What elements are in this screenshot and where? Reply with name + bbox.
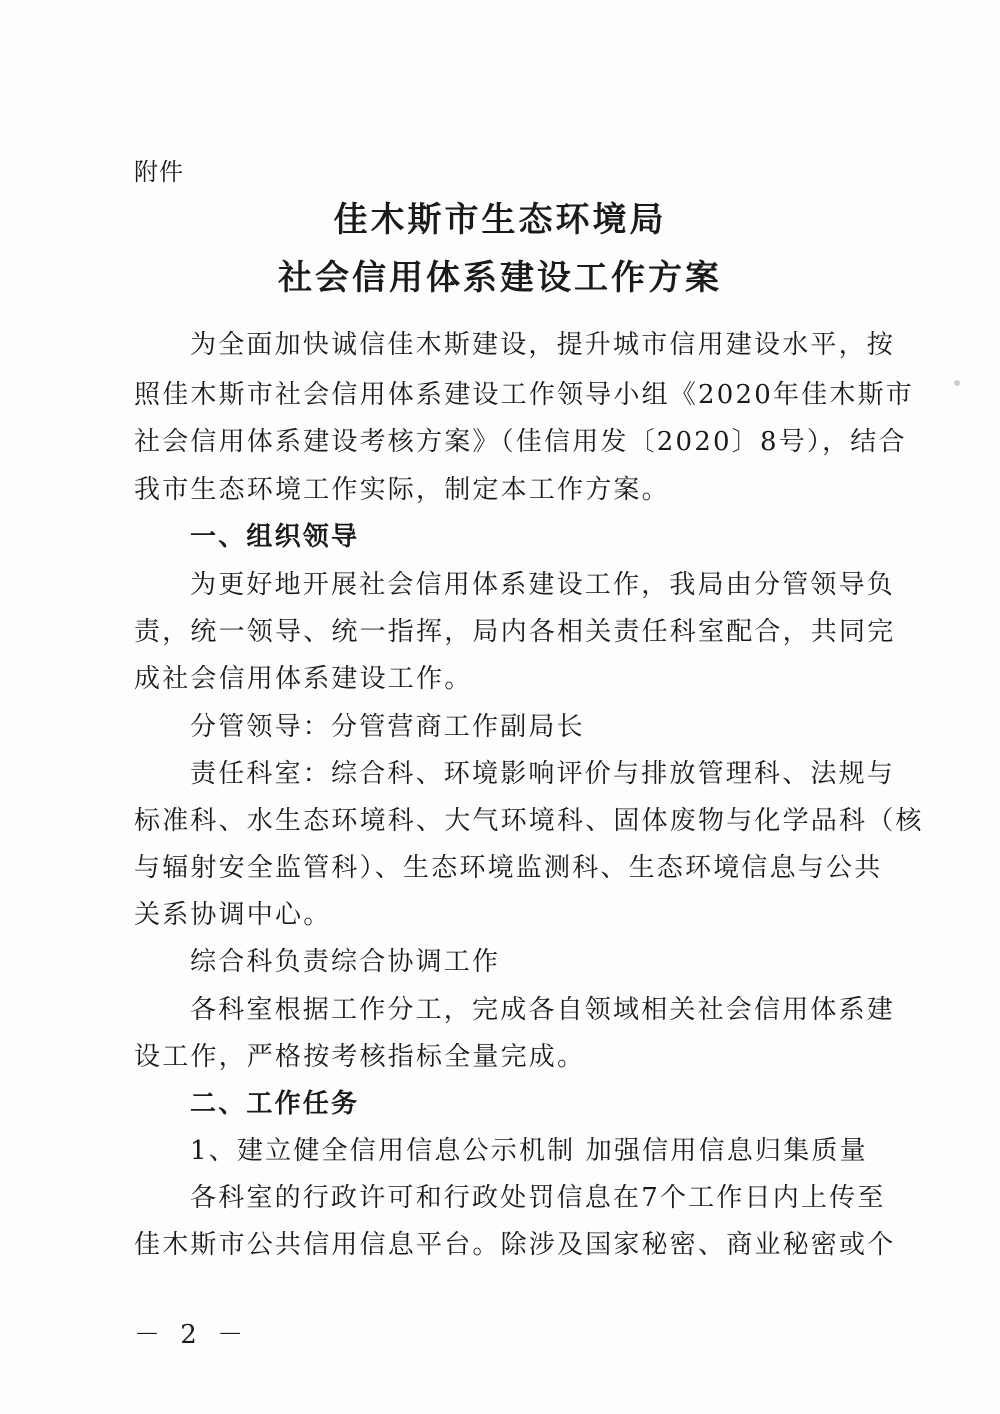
section-heading: 二、工作任务 [190,1089,360,1119]
paragraph-line: 佳木斯市公共信用信息平台。除涉及国家秘密、商业秘密或个 [134,1230,896,1260]
paragraph-line: 照佳木斯市社会信用体系建设工作领导小组《2020年佳木斯市 [134,380,914,410]
paragraph-line: 1、建立健全信用信息公示机制 加强信用信息归集质量 [190,1136,868,1166]
paragraph-line: 设工作，严格按考核指标全量完成。 [134,1042,586,1072]
paragraph-line: 分管领导：分管营商工作副局长 [190,712,585,742]
paragraph-line: 责，统一领导、统一指挥，局内各相关责任科室配合，共同完 [134,617,896,647]
paragraph-line: 成社会信用体系建设工作。 [134,664,473,694]
attachment-label: 附件 [134,158,184,186]
paragraph-line: 综合科负责综合协调工作 [190,947,501,977]
paragraph-line: 各科室的行政许可和行政处罚信息在7个工作日内上传至 [190,1183,886,1213]
paragraph-line: 责任科室：综合科、环境影响评价与排放管理科、法规与 [190,759,896,789]
paragraph-line: 我市生态环境工作实际，制定本工作方案。 [134,475,670,505]
paragraph-line: 为更好地开展社会信用体系建设工作，我局由分管领导负 [190,570,896,600]
scan-speck [954,380,960,386]
paragraph-line: 各科室根据工作分工，完成各自领域相关社会信用体系建 [190,995,896,1025]
section-heading: 一、组织领导 [190,522,360,552]
paragraph-line: 关系协调中心。 [134,900,332,930]
paragraph-line: 社会信用体系建设考核方案》（佳信用发〔2020〕8号），结合 [134,427,907,457]
page-number: － 2 － [134,1320,250,1350]
document-title-line-1: 佳木斯市生态环境局 [333,200,667,240]
paragraph-line: 标准科、水生态环境科、大气环境科、固体废物与化学品科（核 [134,806,924,836]
document-title-line-2: 社会信用体系建设工作方案 [278,258,722,298]
paragraph-line: 与辐射安全监管科）、生态环境监测科、生态环境信息与公共 [134,853,883,883]
paragraph-line: 为全面加快诚信佳木斯建设，提升城市信用建设水平，按 [190,330,896,360]
